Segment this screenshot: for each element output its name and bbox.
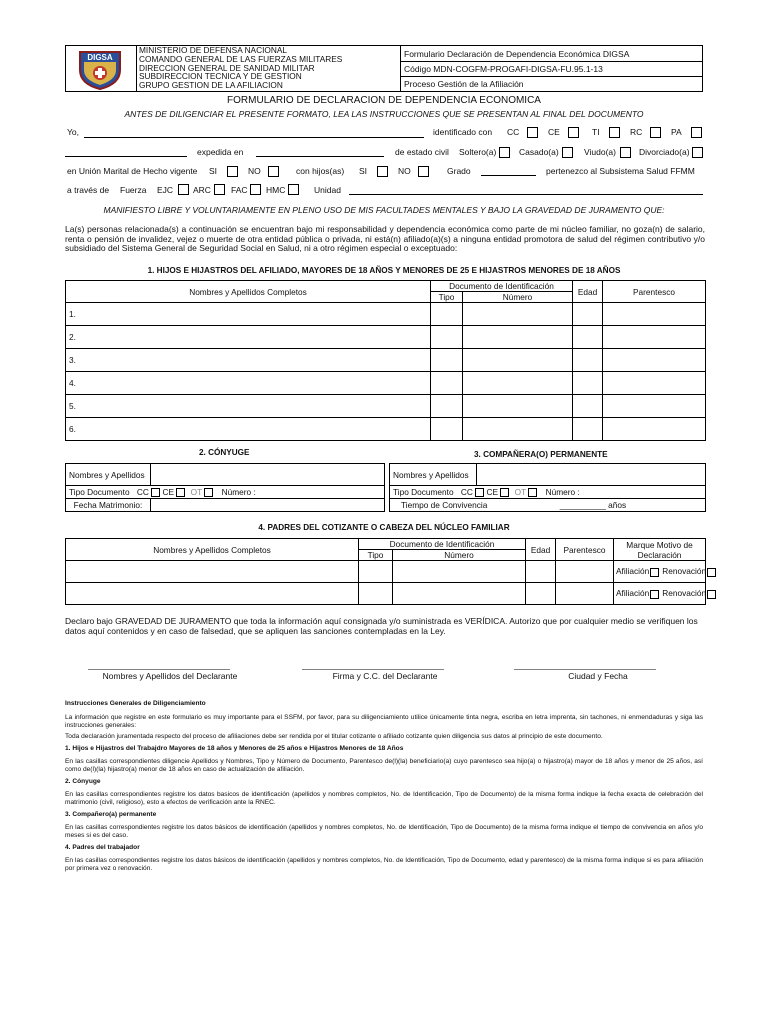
expedida-field[interactable] — [256, 156, 384, 157]
s4-col-numero: Número — [393, 550, 526, 561]
table-row — [66, 349, 706, 372]
checkbox-hijos-si[interactable] — [377, 166, 388, 177]
s3-label-nombres: Nombres y Apellidos — [390, 464, 477, 486]
checkbox-soltero[interactable] — [499, 147, 510, 158]
s3-nombres-field[interactable] — [477, 464, 706, 486]
s1-col-parentesco: Parentesco — [603, 281, 706, 303]
s4-row-2-edad[interactable] — [526, 583, 556, 605]
instructions-h1: 1. Hijos e Hijastros del Trabajdro Mayores de 18 años y Menores de 25 años e Hijastros Menores de 18 Años — [65, 745, 404, 752]
s1-row-1-parentesco[interactable] — [603, 303, 706, 326]
table-row — [66, 418, 706, 441]
grado-field[interactable] — [481, 175, 536, 176]
s2-label-ot: OT — [190, 486, 203, 497]
s4-row-1-tipo[interactable] — [359, 561, 393, 583]
s1-row-6-tipo[interactable] — [431, 418, 463, 441]
unidad-field[interactable] — [349, 194, 703, 195]
s2-fecha-field[interactable] — [151, 499, 385, 512]
s1-row-2-tipo[interactable] — [431, 326, 463, 349]
header-org-line-5: GRUPO GESTION DE LA AFILIACION — [139, 80, 283, 90]
label-union-no: NO — [248, 166, 261, 176]
s4-row-1-edad[interactable] — [526, 561, 556, 583]
header-mid-divider — [400, 45, 401, 92]
s1-row-1-name[interactable]: 1. — [66, 303, 431, 326]
label-estado-civil: de estado civil — [395, 147, 449, 157]
label-firma-declarante: Firma y C.C. del Declarante — [332, 671, 438, 681]
section2-title: 2. CÓNYUGE — [199, 448, 250, 457]
declaration-text: Declaro bajo GRAVEDAD DE JURAMENTO que toda la información aquí consignada y/o suministrada es VERÍDICA. Autorizo que por cualquier medio se verifiquen los datos aquí contenidos y en caso de falsedad, que se apliquen las sanciones contempladas en la Ley. — [65, 616, 698, 636]
label-nombres-declarante: Nombres y Apellidos del Declarante — [102, 671, 238, 681]
s4-row-2-checkbox-afiliacion[interactable] — [650, 590, 659, 599]
label-hijos-no: NO — [398, 166, 411, 176]
s1-row-5-numero[interactable] — [463, 395, 573, 418]
label-unidad: Unidad — [314, 185, 341, 195]
checkbox-doc-ti[interactable] — [609, 127, 620, 138]
instructions-h4: 4. Padres del trabajador — [65, 844, 140, 851]
s1-row-4-name[interactable]: 4. — [66, 372, 431, 395]
section3-table — [389, 463, 706, 512]
s3-checkbox-ce[interactable] — [500, 488, 509, 497]
instructions-p3: En las casillas correspondientes diligencie Apellidos y Nombres, Tipo y Número de Documento, Parentesco de(l)(la) beneficiario(a) cuyo parentesco sea hijo(a) o hijastro(a) mayor de 18 años y menor de 25 años, así como de(l)(la) hijastro(a) menor de 18 años en caso de actualización de afiliación. — [65, 758, 703, 774]
s4-row-2-label-afiliacion: Afiliación — [616, 588, 650, 599]
label-pertenezco: pertenezco al Subsistema Salud FFMM — [546, 166, 695, 176]
s1-row-6-edad[interactable] — [573, 418, 603, 441]
s2-label-nombres: Nombres y Apellidos — [66, 464, 151, 486]
instructions-p6: En las casillas correspondientes registre los datos básicos de identificación (apellidos y nombres completos, No. de Identificación, Tipo de Documento, edad y parentesco) de la misma forma indique si es para afiliación por primera vez o renovación. — [65, 857, 703, 873]
label-doc-cc: CC — [507, 127, 520, 137]
s3-label-ot: OT — [514, 486, 527, 497]
s4-row-1-label-renovacion: Renovación — [662, 566, 707, 577]
s2-label-ce: CE — [162, 486, 175, 497]
s4-row-1-checkbox-renovacion[interactable] — [707, 568, 716, 577]
s1-col-doc: Documento de Identificación — [431, 281, 573, 292]
s2-checkbox-cc[interactable] — [151, 488, 160, 497]
name-field[interactable] — [84, 137, 424, 138]
s4-row-2-tipo[interactable] — [359, 583, 393, 605]
checkbox-fac[interactable] — [250, 184, 261, 195]
s4-row-1-label-afiliacion: Afiliación — [616, 566, 650, 577]
s1-col-names: Nombres y Apellidos Completos — [66, 281, 431, 303]
s4-col-tipo: Tipo — [359, 550, 393, 561]
section3-title: 3. COMPAÑERA(O) PERMANENTE — [474, 450, 608, 459]
s3-label-numero: Número : — [545, 486, 580, 497]
label-traves: a través de — [67, 185, 110, 195]
s1-row-1-numero[interactable] — [463, 303, 573, 326]
instructions-h2: 2. Cónyuge — [65, 778, 101, 785]
header-org-line-3: DIRECCION GENERAL DE SANIDAD MILITAR — [139, 63, 315, 73]
s2-checkbox-ot[interactable] — [204, 488, 213, 497]
s4-row-1-checkbox-afiliacion[interactable] — [650, 568, 659, 577]
s2-label-tipo-doc: Tipo Documento — [69, 486, 130, 497]
s2-tipo-doc-row — [66, 486, 385, 499]
checkbox-casado[interactable] — [562, 147, 573, 158]
s2-checkbox-ce[interactable] — [176, 488, 185, 497]
s3-label-ce: CE — [486, 486, 499, 497]
instructions-p5: En las casillas correspondientes registre los datos básicos de identificación (apellidos y nombres completos, No. de Identificación, Tipo de Documento) de la misma forma indique el tiempo de convivencia en años y/o meses si es del caso. — [65, 824, 703, 840]
checkbox-union-si[interactable] — [227, 166, 238, 177]
s1-row-6-numero[interactable] — [463, 418, 573, 441]
label-hijos-si: SI — [359, 166, 368, 176]
s4-row-2-parentesco[interactable] — [556, 583, 614, 605]
s1-row-4-edad[interactable] — [573, 372, 603, 395]
label-union-marital: en Unión Marital de Hecho vigente — [67, 166, 198, 176]
s3-tiempo-row — [390, 499, 706, 512]
label-ejc: EJC — [157, 185, 174, 195]
s1-row-3-numero[interactable] — [463, 349, 573, 372]
s1-row-5-edad[interactable] — [573, 395, 603, 418]
label-hmc: HMC — [266, 185, 286, 195]
checkbox-hmc[interactable] — [288, 184, 299, 195]
s1-row-3-tipo[interactable] — [431, 349, 463, 372]
checkbox-divorciado[interactable] — [692, 147, 703, 158]
label-fac: FAC — [231, 185, 248, 195]
s4-row-1-name[interactable] — [66, 561, 359, 583]
s1-row-6-parentesco[interactable] — [603, 418, 706, 441]
s1-col-edad: Edad — [573, 281, 603, 303]
label-viudo: Viudo(a) — [584, 147, 616, 157]
checkbox-viudo[interactable] — [620, 147, 631, 158]
checkbox-doc-ce[interactable] — [568, 127, 579, 138]
s1-row-4-parentesco[interactable] — [603, 372, 706, 395]
label-doc-rc: RC — [630, 127, 643, 137]
s4-col-names: Nombres y Apellidos Completos — [66, 539, 359, 561]
s1-row-2-numero[interactable] — [463, 326, 573, 349]
table-row — [66, 561, 706, 583]
s4-row-1-numero[interactable] — [393, 561, 526, 583]
s4-col-edad: Edad — [526, 539, 556, 561]
label-grado: Grado — [447, 166, 471, 176]
s1-row-3-name[interactable]: 3. — [66, 349, 431, 372]
label-union-si: SI — [209, 166, 218, 176]
checkbox-doc-pa[interactable] — [691, 127, 702, 138]
s1-row-3-edad[interactable] — [573, 349, 603, 372]
label-ciudad-fecha: Ciudad y Fecha — [568, 671, 628, 681]
label-identificado: identificado con — [433, 127, 493, 137]
intro-paragraph: La(s) personas relacionada(s) a continuación se encuentran bajo mi responsabilidad y dependencia económica como parte de mi núcleo familiar, no goza(n) de salario, renta o pensión de invalidez, vejez o muerte de otra entidad pública o privada, ni está(n) afiliado(a)(s) a ninguna entidad promotora de salud del régimen contributivo y/o subsidiado del Sistema General de Seguridad Social en Salud, ni a otro régimen especial o exceptuado: — [65, 224, 705, 254]
label-soltero: Soltero(a) — [459, 147, 497, 157]
instructions-title: Instrucciones Generales de Diligenciamiento — [65, 700, 206, 707]
s1-row-5-tipo[interactable] — [431, 395, 463, 418]
s1-row-4-tipo[interactable] — [431, 372, 463, 395]
label-fuerza: Fuerza — [120, 185, 147, 195]
section4-title: 4. PADRES DEL COTIZANTE O CABEZA DEL NÚCLEO FAMILIAR — [258, 523, 510, 532]
s4-row-2-numero[interactable] — [393, 583, 526, 605]
label-doc-ti: TI — [592, 127, 600, 137]
s2-label-cc: CC — [136, 486, 149, 497]
instructions-p1: La información que registre en este formulario es muy importante para el SSFM, por favor, para su diligenciamiento utilice únicamente tinta negra, escriba en letra imprenta, sin tachones, ni enmendaduras y siga las instrucciones generales: — [65, 714, 703, 730]
s2-label-fecha: Fecha Matrimonio: — [66, 499, 151, 512]
s4-row-2-motivo — [614, 583, 706, 605]
instructions-p2: Toda declaración juramentada respecto del proceso de afiliaciones debe ser rendida por el titular cotizante o afiliado cotizante quien diligencia sus datos al principio de este documento. — [65, 733, 603, 740]
s3-label-cc: CC — [460, 486, 473, 497]
checkbox-ejc[interactable] — [178, 184, 189, 195]
header-org-line-4: SUBDIRECCION TECNICA Y DE GESTION — [139, 71, 302, 81]
page-subtitle: ANTES DE DILIGENCIAR EL PRESENTE FORMATO, LEA LAS INSTRUCCIONES QUE SE PRESENTAN AL FINAL DEL DOCUMENTO — [124, 109, 644, 119]
s4-row-1-parentesco[interactable] — [556, 561, 614, 583]
header-org-line-2: COMANDO GENERAL DE LAS FUERZAS MILITARES — [139, 54, 343, 64]
s2-label-numero: Número : — [221, 486, 256, 497]
s3-label-tiempo: Tiempo de Convivencia — [401, 500, 488, 510]
s4-row-1-motivo — [614, 561, 706, 583]
manifiesto: MANIFIESTO LIBRE Y VOLUNTARIAMENTE EN PLENO USO DE MIS FACULTADES MENTALES Y BAJO LA GRAVEDAD DE JURAMENTO QUE: — [103, 205, 665, 215]
s1-row-1-edad[interactable] — [573, 303, 603, 326]
form-name: Formulario Declaración de Dependencia Económica DIGSA — [404, 49, 630, 59]
instructions-h3: 3. Compañero(a) permanente — [65, 811, 157, 818]
header-row-divider-2 — [400, 76, 703, 77]
label-expedida: expedida en — [197, 147, 244, 157]
s1-col-numero: Número — [463, 292, 573, 303]
s1-row-5-name[interactable]: 5. — [66, 395, 431, 418]
label-doc-pa: PA — [671, 127, 682, 137]
digsa-logo — [76, 48, 124, 90]
table-row — [66, 583, 706, 605]
checkbox-doc-cc[interactable] — [527, 127, 538, 138]
s4-row-2-name[interactable] — [66, 583, 359, 605]
table-row — [66, 372, 706, 395]
section1-table — [65, 280, 706, 441]
checkbox-hijos-no[interactable] — [418, 166, 429, 177]
s1-row-3-parentesco[interactable] — [603, 349, 706, 372]
s1-row-1-tipo[interactable] — [431, 303, 463, 326]
page-title: FORMULARIO DE DECLARACION DE DEPENDENCIA ECONOMICA — [227, 95, 541, 106]
table-row — [66, 395, 706, 418]
s4-col-parentesco: Parentesco — [556, 539, 614, 561]
label-arc: ARC — [193, 185, 211, 195]
s3-checkbox-cc[interactable] — [475, 488, 484, 497]
s4-col-motivo: Marque Motivo de Declaración — [614, 539, 706, 561]
s1-row-5-parentesco[interactable] — [603, 395, 706, 418]
s3-label-tipo-doc: Tipo Documento — [393, 486, 454, 497]
table-row — [66, 326, 706, 349]
section2-table — [65, 463, 385, 512]
section1-title: 1. HIJOS E HIJASTROS DEL AFILIADO, MAYORES DE 18 AÑOS Y MENORES DE 25 E HIJASTROS MENORES DE 18 AÑOS — [147, 266, 621, 275]
s3-anos-field[interactable]: __________ años — [559, 500, 627, 510]
s1-row-4-numero[interactable] — [463, 372, 573, 395]
s1-row-2-name[interactable]: 2. — [66, 326, 431, 349]
s3-checkbox-ot[interactable] — [528, 488, 537, 497]
label-yo: Yo, — [67, 127, 79, 137]
checkbox-arc[interactable] — [214, 184, 225, 195]
label-doc-ce: CE — [548, 127, 560, 137]
header-row-divider-1 — [400, 61, 703, 62]
header-org-line-1: MINISTERIO DE DEFENSA NACIONAL — [139, 45, 287, 55]
form-process: Proceso Gestión de la Afiliación — [404, 79, 524, 89]
s1-row-2-parentesco[interactable] — [603, 326, 706, 349]
header-logo-divider — [136, 45, 137, 92]
table-row — [66, 303, 706, 326]
s4-row-2-checkbox-renovacion[interactable] — [707, 590, 716, 599]
signature-line-firma[interactable]: ______________________________ — [302, 660, 444, 670]
checkbox-union-no[interactable] — [268, 166, 279, 177]
id-number-field[interactable] — [65, 156, 187, 157]
s1-col-tipo: Tipo — [431, 292, 463, 303]
logo-text: DIGSA — [87, 53, 113, 62]
s4-col-doc: Documento de Identificación — [359, 539, 526, 550]
form-code: Código MDN-COGFM-PROGAFI-DIGSA-FU.95.1-13 — [404, 64, 603, 74]
checkbox-doc-rc[interactable] — [650, 127, 661, 138]
instructions-p4: En las casillas correspondientes registre los datos basicos de identificación (apellidos y nombres completos, No. de Identificación, Tipo de Documento) de la misma forma indique la fecha exacta de celebración del matrimonio (civil, religioso), esto a efectos de verificación ante la RNEC. — [65, 791, 703, 807]
signature-line-nombres[interactable]: ______________________________ — [88, 660, 230, 670]
section4-table — [65, 538, 706, 605]
s4-row-2-label-renovacion: Renovación — [662, 588, 707, 599]
s2-nombres-field[interactable] — [151, 464, 385, 486]
s1-row-2-edad[interactable] — [573, 326, 603, 349]
label-divorciado: Divorciado(a) — [639, 147, 690, 157]
s1-row-6-name[interactable]: 6. — [66, 418, 431, 441]
s3-tipo-doc-row — [390, 486, 706, 499]
label-hijos: con hijos(as) — [296, 166, 345, 176]
label-casado: Casado(a) — [519, 147, 559, 157]
signature-line-ciudad[interactable]: ______________________________ — [514, 660, 656, 670]
